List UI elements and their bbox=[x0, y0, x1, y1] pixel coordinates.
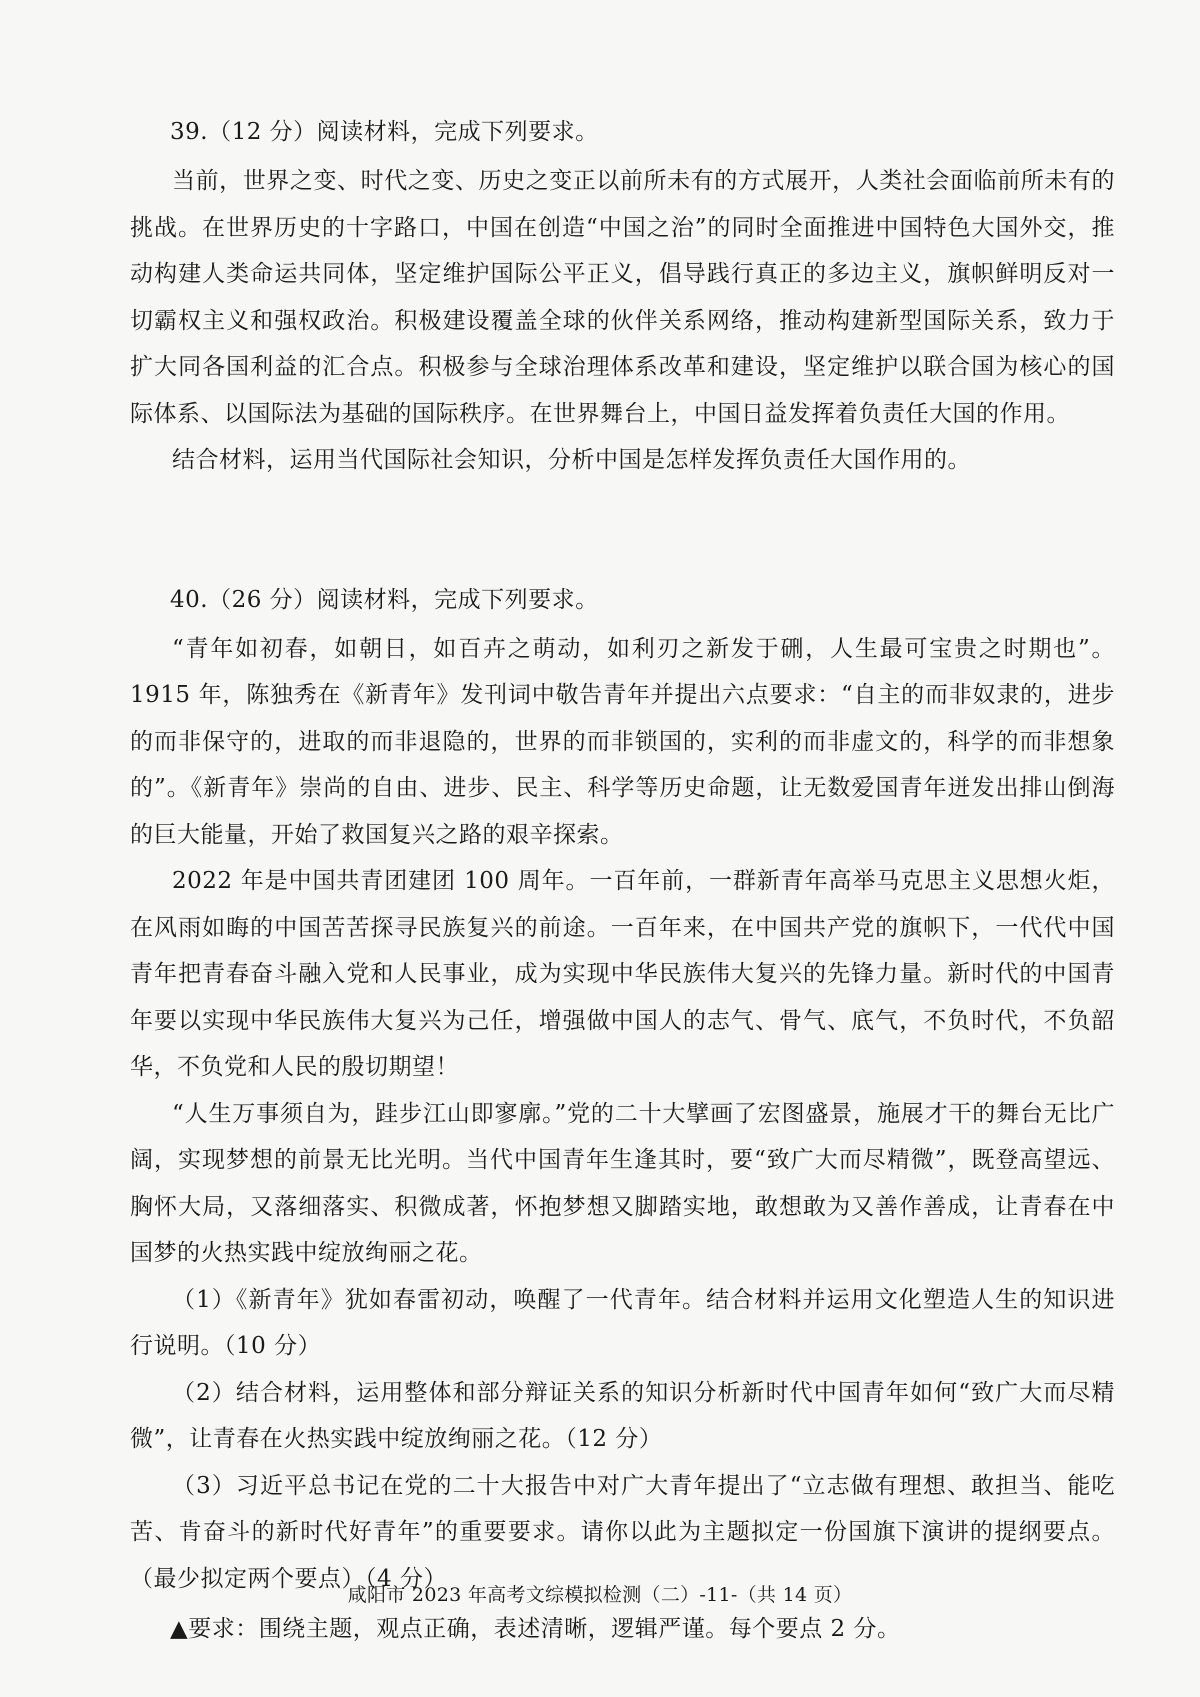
page-footer: 咸阳市 2023 年高考文综模拟检测（二）-11-（共 14 页） bbox=[347, 1584, 853, 1606]
question-40-sub-3: （3）习近平总书记在党的二十大报告中对广大青年提出了“立志做有理想、敢担当、能吃苦、肯奋斗的新时代好青年”的重要要求。请你以此为主题拟定一份国旗下演讲的提纲要点。（最少拟定两个要点）（4 分） bbox=[130, 1472, 1115, 1592]
question-40-sub-2: （2）结合材料，运用整体和部分辩证关系的知识分析新时代中国青年如何“致广大而尽精微”，让青春在火热实践中绽放绚丽之花。（12 分） bbox=[130, 1379, 1115, 1452]
exam-page bbox=[130, 112, 1115, 1653]
question-40-material-1: “青年如初春，如朝日，如百卉之萌动，如利刃之新发于硎，人生最可宝贵之时期也”。1915 年，陈独秀在《新青年》发刊词中敬告青年并提出六点要求：“自主的而非奴隶的，进步的而非保守的，进取的而非退隐的，世界的而非锁国的，实利的而非虚文的，科学的而非想象的”。《新青年》崇尚的自由、进步、民主、科学等历史命题，让无数爱国青年迸发出排山倒海的巨大能量，开始了救国复兴之路的艰辛探索。 bbox=[130, 635, 1115, 848]
question-40-material-3: “人生万事须自为，跬步江山即寥廓。”党的二十大擘画了宏图盛景，施展才干的舞台无比广阔，实现梦想的前景无比光明。当代中国青年生逢其时，要“致广大而尽精微”，既登高望远、胸怀大局，又落细落实、积微成著，怀抱梦想又脚踏实地，敢想敢为又善作善成，让青春在中国梦的火热实践中绽放绚丽之花。 bbox=[130, 1100, 1115, 1266]
question-40 bbox=[130, 580, 1115, 1653]
question-40-material-2: 2022 年是中国共青团建团 100 周年。一百年前，一群新青年高举马克思主义思想火炬，在风雨如晦的中国苦苦探寻民族复兴的前途。一百年来，在中国共产党的旗帜下，一代代中国青年把青春奋斗融入党和人民事业，成为实现中华民族伟大复兴的先锋力量。新时代的中国青年要以实现中华民族伟大复兴为己任，增强做中国人的志气、骨气、底气，不负时代，不负韶华，不负党和人民的殷切期望！ bbox=[130, 868, 1115, 1080]
question-40-heading: 40.（26 分）阅读材料，完成下列要求。 bbox=[170, 586, 599, 613]
question-39 bbox=[130, 112, 1115, 484]
question-39-heading: 39.（12 分）阅读材料，完成下列要求。 bbox=[170, 119, 599, 145]
question-39-material: 当前，世界之变、时代之变、历史之变正以前所未有的方式展开，人类社会面临前所未有的挑战。在世界历史的十字路口，中国在创造“中国之治”的同时全面推进中国特色大国外交，推动构建人类命运共同体，坚定维护国际公平正义，倡导践行真正的多边主义，旗帜鲜明反对一切霸权主义和强权政治。积极建设覆盖全球的伙伴关系网络，推动构建新型国际关系，致力于扩大同各国利益的汇合点。积极参与全球治理体系改革和建设，坚定维护以联合国为核心的国际体系、以国际法为基础的国际秩序。在世界舞台上，中国日益发挥着负责任大国的作用。 bbox=[130, 168, 1115, 427]
question-39-prompt: 结合材料，运用当代国际社会知识，分析中国是怎样发挥负责任大国作用的。 bbox=[172, 447, 971, 473]
question-40-sub-1: （1）《新青年》犹如春雷初动，唤醒了一代青年。结合材料并运用文化塑造人生的知识进行说明。（10 分） bbox=[130, 1286, 1115, 1359]
question-40-requirement: ▲要求：围绕主题，观点正确，表述清晰，逻辑严谨。每个要点 2 分。 bbox=[170, 1616, 901, 1642]
